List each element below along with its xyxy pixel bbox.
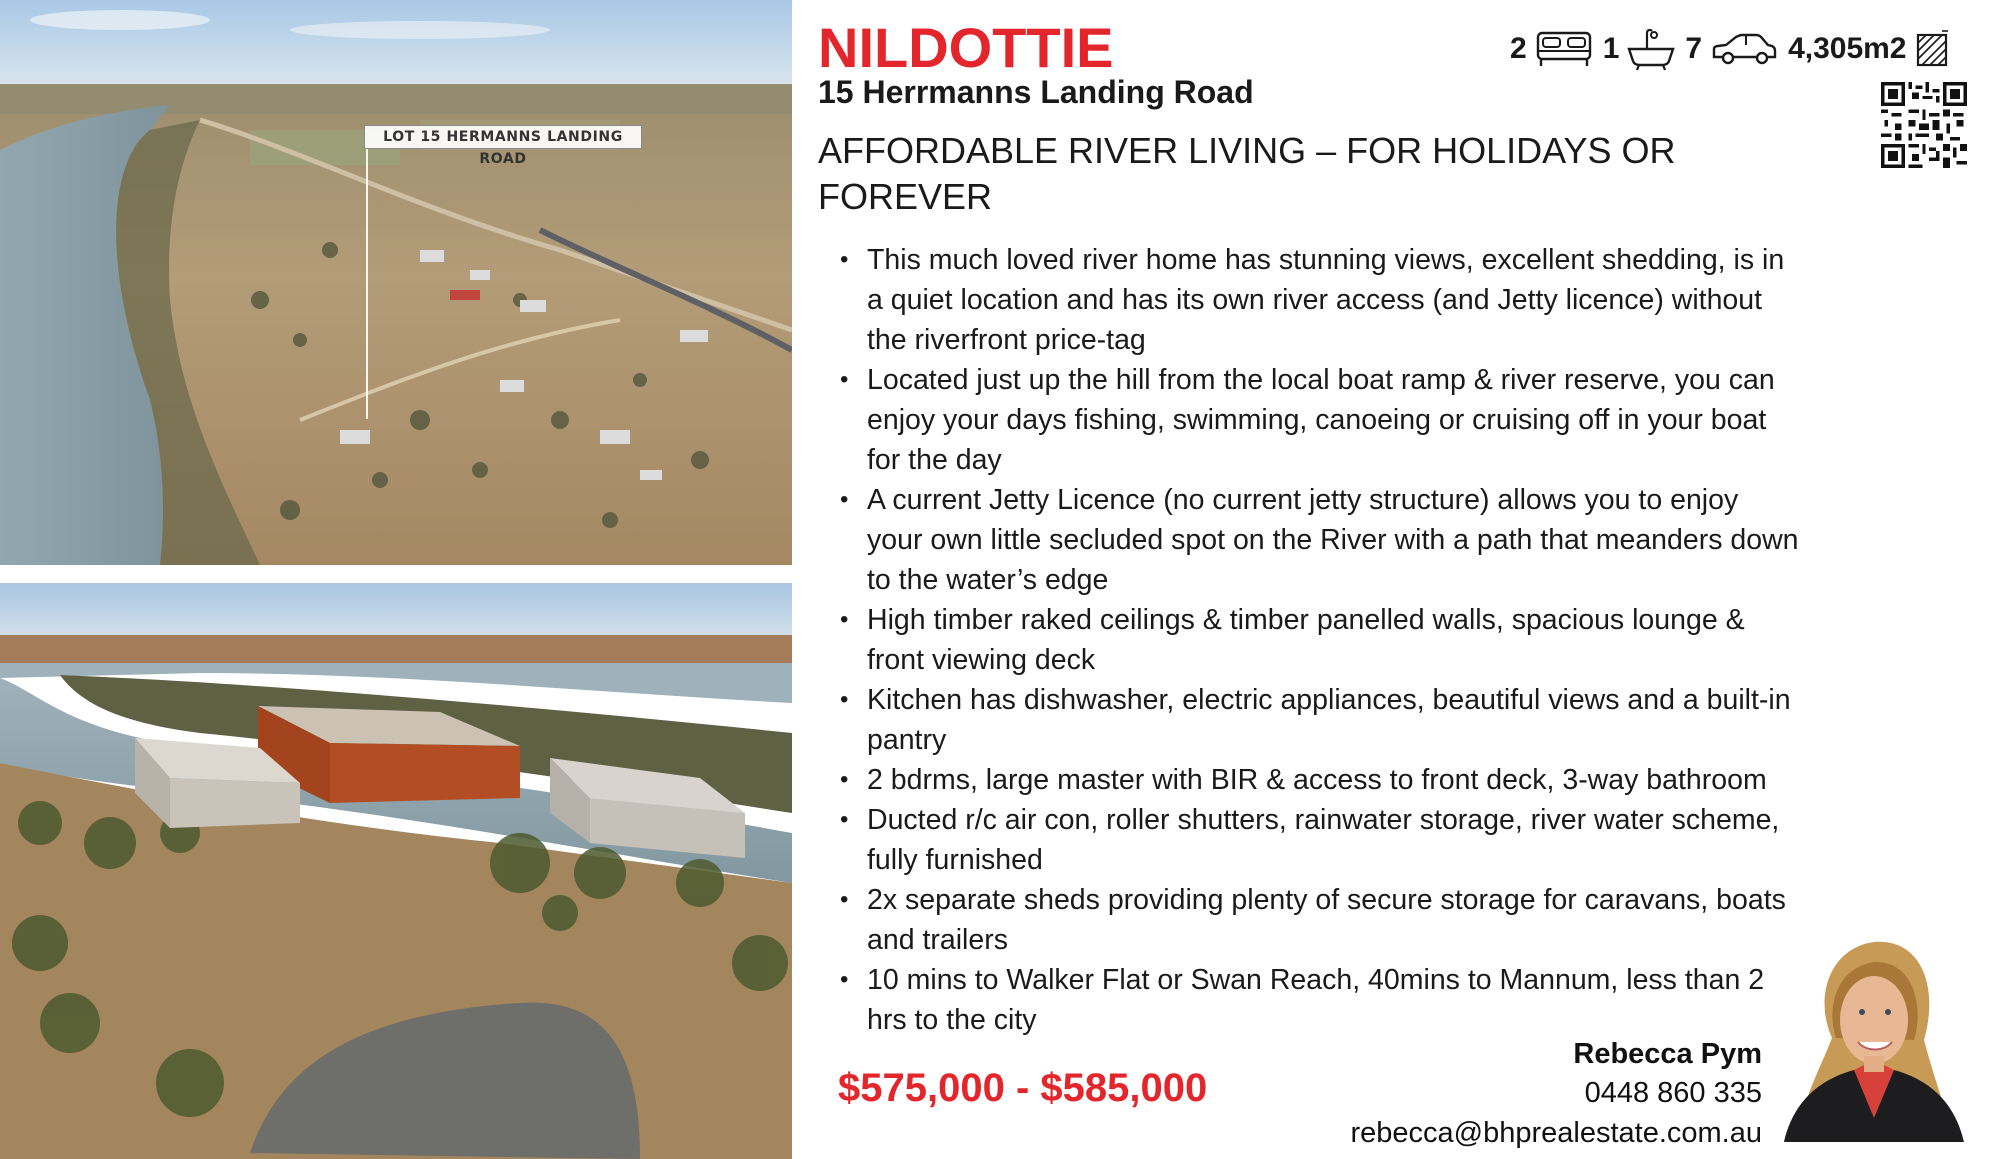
- qr-code[interactable]: [1880, 82, 1968, 168]
- bed-icon: [1535, 29, 1593, 69]
- land-area-icon: [1915, 30, 1949, 68]
- land-size-value: 4,305m2: [1788, 32, 1907, 65]
- land-size-feature: [1788, 30, 1948, 68]
- list-item: • High timber raked ceilings & timber panelled walls, spacious lounge & front viewing deck: [840, 600, 1800, 680]
- aerial-photo-top: [0, 0, 792, 565]
- list-item: • A current Jetty Licence (no current jetty structure) allows you to enjoy your own little secluded spot on the River with a path that meanders down to the water’s edge: [840, 480, 1800, 600]
- agent-avatar: [1774, 928, 1974, 1142]
- bedrooms-count: 2: [1510, 32, 1527, 65]
- agent-phone[interactable]: 0448 860 335: [1584, 1077, 1762, 1109]
- property-address: 15 Herrmanns Landing Road: [818, 74, 1254, 110]
- bathrooms-feature: [1603, 27, 1676, 71]
- car-spaces-count: 7: [1685, 32, 1703, 65]
- car-icon: [1710, 31, 1778, 67]
- list-item: • Located just up the hill from the local boat ramp & river reserve, you can enjoy your days fishing, swimming, canoeing or cruising off in your boat for the day: [840, 360, 1800, 480]
- suburb-title: NILDOTTIE: [818, 16, 1114, 79]
- agent-name: Rebecca Pym: [1573, 1038, 1762, 1070]
- listing-headline: AFFORDABLE RIVER LIVING – FOR HOLIDAYS OR FOREVER: [818, 130, 1676, 217]
- lot-label: LOT 15 HERMANNS LANDING ROAD: [364, 125, 642, 149]
- agent-email[interactable]: rebecca@bhprealestate.com.au: [1350, 1117, 1762, 1149]
- bathrooms-count: 1: [1602, 32, 1620, 65]
- aerial-photo-bottom: [0, 583, 792, 1159]
- bedrooms-feature: [1510, 29, 1593, 69]
- list-item: • Kitchen has dishwasher, electric appliances, beautiful views and a built-in pantry: [840, 680, 1800, 760]
- bath-icon: [1627, 27, 1675, 71]
- car-spaces-feature: [1685, 31, 1778, 67]
- list-item: • Ducted r/c air con, roller shutters, rainwater storage, river water scheme, fully furnished: [840, 800, 1800, 880]
- price-range: $575,000 - $585,000: [838, 1066, 1208, 1110]
- list-item: • 2 bdrms, large master with BIR & access to front deck, 3-way bathroom: [840, 760, 1800, 800]
- lot-marker-line: [366, 149, 368, 419]
- list-item: • This much loved river home has stunning views, excellent shedding, is in a quiet location and has its own river access (and Jetty licence) without the riverfront price-tag: [840, 240, 1800, 360]
- list-item: • 10 mins to Walker Flat or Swan Reach, 40mins to Mannum, less than 2 hrs to the city: [840, 960, 1800, 1040]
- list-item: • 2x separate sheds providing plenty of secure storage for caravans, boats and trailers: [840, 880, 1800, 960]
- features-list: [840, 240, 1800, 1040]
- property-features: [1510, 26, 1949, 72]
